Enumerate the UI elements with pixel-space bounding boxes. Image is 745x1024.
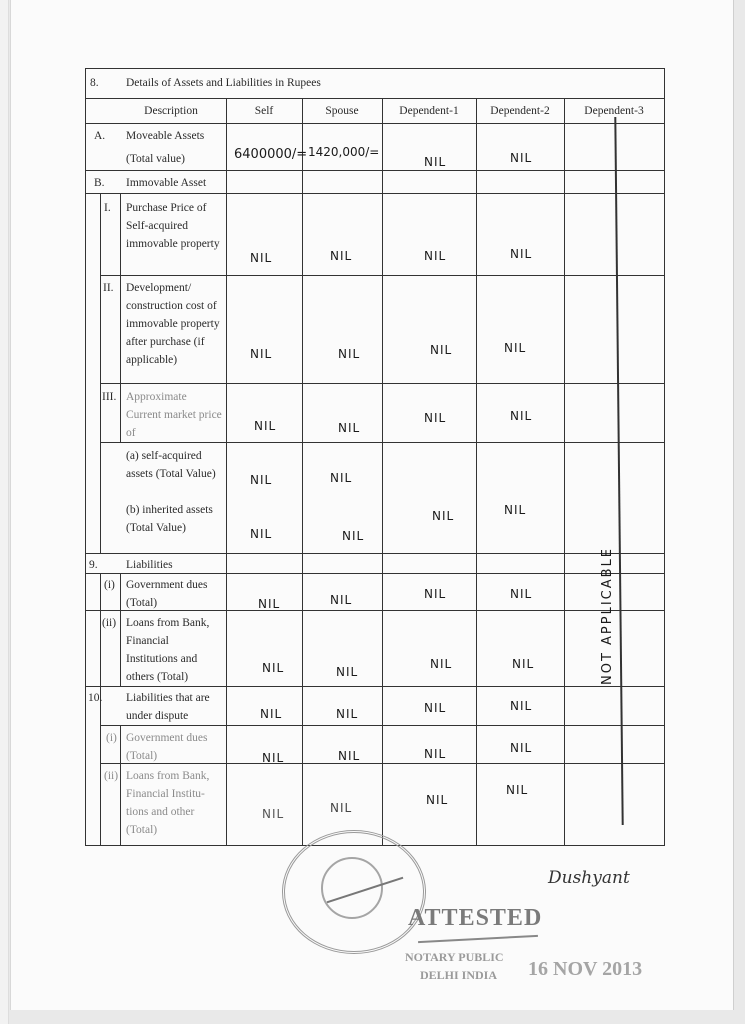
header-dependent-2: Dependent-2 (490, 105, 550, 117)
row-b1-self: NIL (250, 251, 273, 265)
row-10ii-self: NIL (262, 807, 285, 821)
row-10ii-label: Loans from Bank, Financial Institu- tions and other (Total) (126, 770, 210, 836)
row-b2-self: NIL (250, 347, 273, 361)
row-b3a-label: (a) self-acquired assets (Total Value) (126, 450, 216, 480)
row-9ii-roman: (ii) (102, 617, 117, 629)
row-b2-label: Development/ construction cost of immovable property after purchase (if applicable) (126, 282, 220, 366)
row-9-number: 9. (89, 559, 98, 571)
row-10i-label: Government dues (Total) (126, 732, 208, 762)
row-b3-spouse: NIL (338, 421, 361, 435)
row-9ii-dep1: NIL (430, 657, 453, 671)
row-10ii-roman: (ii) (104, 770, 119, 782)
row-9ii-self: NIL (262, 661, 285, 675)
row-10-dep2: NIL (510, 699, 533, 713)
attested-stamp: ATTESTED (408, 905, 543, 931)
row-9i-self: NIL (258, 597, 281, 611)
row-10-dep1: NIL (424, 701, 447, 715)
row-b3-dep2: NIL (510, 409, 533, 423)
signature: Dushyant (548, 868, 630, 888)
not-applicable-note (590, 455, 630, 695)
row-b3b-label: (b) inherited assets (Total Value) (126, 504, 213, 534)
row-b1-dep2: NIL (510, 247, 533, 261)
row-b-label: Immovable Asset (126, 177, 207, 189)
row-b2-dep1: NIL (430, 343, 453, 357)
section-title: Details of Assets and Liabilities in Rupees (126, 77, 321, 89)
row-b3a-spouse: NIL (330, 471, 353, 485)
row-10-spouse: NIL (336, 707, 359, 721)
not-applicable-text: NOT APPLICABLE (600, 546, 615, 685)
row-9ii-dep2: NIL (512, 657, 535, 671)
row-b1-dep1: NIL (424, 249, 447, 263)
header-dependent-1: Dependent-1 (399, 105, 459, 117)
row-b3ab-dep1: NIL (432, 509, 455, 523)
row-b-letter: B. (94, 177, 105, 189)
row-b3-dep1: NIL (424, 411, 447, 425)
header-self: Self (254, 105, 274, 117)
row-a-label: Moveable Assets (126, 130, 205, 142)
page-edge (0, 0, 9, 1024)
row-10-number: 10. (88, 692, 103, 704)
row-a-dep2: NIL (510, 151, 533, 165)
row-a-self: 6400000/= (234, 147, 308, 162)
row-b3-self: NIL (254, 419, 277, 433)
row-b2-roman: II. (103, 282, 114, 294)
row-a-letter: A. (94, 130, 106, 142)
row-b3-roman: III. (102, 391, 117, 403)
row-b2-spouse: NIL (338, 347, 361, 361)
row-10i-roman: (i) (106, 732, 117, 744)
row-10i-dep1: NIL (424, 747, 447, 761)
row-10-self: NIL (260, 707, 283, 721)
row-9i-label: Government dues (Total) (126, 579, 208, 609)
row-9ii-spouse: NIL (336, 665, 359, 679)
date-stamp: 16 NOV 2013 (528, 958, 643, 980)
row-9i-dep1: NIL (424, 587, 447, 601)
row-b3a-self: NIL (250, 473, 273, 487)
row-9ii-label: Loans from Bank, Financial Institutions and others (Total) (126, 617, 210, 683)
assets-liabilities-table (85, 68, 665, 846)
row-a-sublabel: (Total value) (126, 153, 185, 165)
row-9i-dep2: NIL (510, 587, 533, 601)
section-number: 8. (90, 77, 99, 89)
row-10ii-spouse: NIL (330, 801, 353, 815)
row-b1-label: Purchase Price of Self-acquired immovable property (126, 202, 220, 250)
row-10i-dep2: NIL (510, 741, 533, 755)
row-9i-spouse: NIL (330, 593, 353, 607)
row-b1-roman: I. (104, 202, 111, 214)
row-10-label: Liabilities that are under dispute (126, 692, 210, 722)
row-10i-spouse: NIL (338, 749, 361, 763)
row-b3ab-dep2: NIL (504, 503, 527, 517)
row-10ii-dep2: NIL (506, 783, 529, 797)
header-description: Description (144, 105, 198, 117)
row-b3b-spouse: NIL (342, 529, 365, 543)
header-spouse: Spouse (325, 105, 359, 117)
notary-seal (282, 830, 426, 954)
row-10i-self: NIL (262, 751, 285, 765)
row-a-dep1: NIL (424, 155, 447, 169)
row-9-label: Liabilities (126, 559, 173, 571)
header-dependent-3: Dependent-3 (584, 105, 644, 117)
row-b2-dep2: NIL (504, 341, 527, 355)
notary-place-stamp: DELHI INDIA (420, 968, 498, 982)
row-b1-spouse: NIL (330, 249, 353, 263)
row-10ii-dep1: NIL (426, 793, 449, 807)
row-a-spouse: 1420,000/= (308, 145, 380, 159)
row-9i-roman: (i) (104, 579, 115, 591)
notary-public-stamp: NOTARY PUBLIC (405, 950, 504, 964)
row-b3b-self: NIL (250, 527, 273, 541)
row-b3-label: Approximate Current market price of (126, 391, 222, 439)
